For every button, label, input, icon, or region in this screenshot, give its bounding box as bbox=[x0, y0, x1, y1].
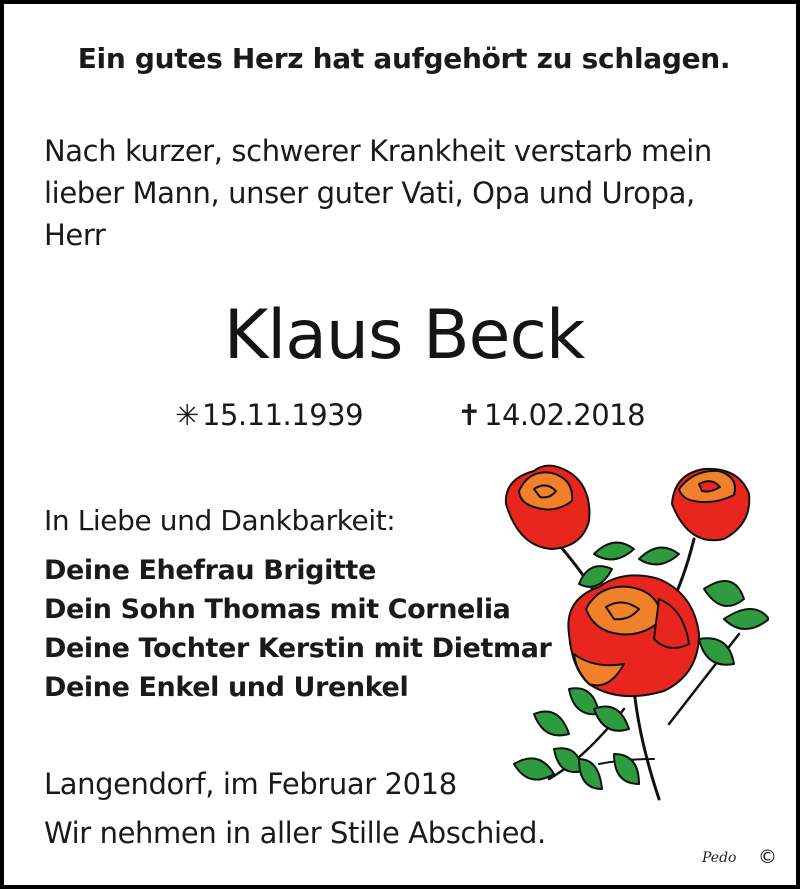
place-date: Langendorf, im Februar 2018 bbox=[44, 767, 457, 801]
family-member: Dein Sohn Thomas mit Cornelia bbox=[44, 594, 511, 625]
intro-line: Nach kurzer, schwerer Krankheit verstarb mein bbox=[44, 134, 712, 168]
birth-date: 15.11.1939 bbox=[202, 398, 364, 432]
family-member: Deine Ehefrau Brigitte bbox=[44, 555, 376, 586]
family-member: Deine Enkel und Urenkel bbox=[44, 672, 409, 703]
family-list bbox=[44, 551, 551, 707]
deceased-name: Klaus Beck bbox=[223, 296, 585, 375]
farewell-line: Wir nehmen in aller Stille Abschied. bbox=[44, 816, 546, 850]
death-date: 14.02.2018 bbox=[484, 398, 646, 432]
intro-line: Herr bbox=[44, 218, 106, 252]
love-gratitude-line: In Liebe und Dankbarkeit: bbox=[44, 504, 396, 537]
birth-star-icon: ✳ bbox=[175, 398, 199, 432]
intro-line: lieber Mann, unser guter Vati, Opa und Uropa, bbox=[44, 176, 695, 210]
artist-signature: Pedo bbox=[702, 850, 737, 866]
death-cross-icon: ✝ bbox=[457, 398, 481, 432]
birth-date-line bbox=[174, 398, 363, 432]
copyright-icon: © bbox=[758, 846, 777, 868]
family-member: Deine Tochter Kerstin mit Dietmar bbox=[44, 633, 552, 664]
headline: Ein gutes Herz hat aufgehört zu schlagen. bbox=[77, 42, 731, 75]
death-date-line bbox=[456, 398, 645, 432]
roses-illustration bbox=[494, 459, 769, 804]
intro-text bbox=[44, 130, 744, 256]
